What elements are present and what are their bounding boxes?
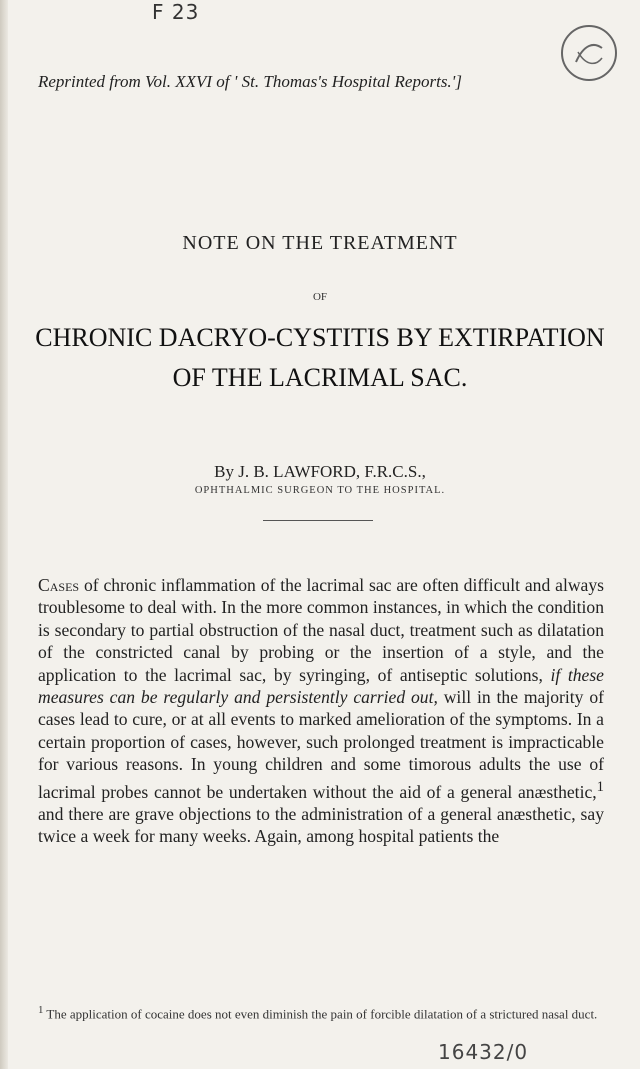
body-segment-1: of chronic inflammation of the lacrimal sac are often difficult and always troublesome to deal with. In the more common instances, in which the condition is secondary to partial obstruction of the nasal duct, treatment such as dilatation of the constricted canal by probing or the insertion of a style, and the application to the lacrimal sac, by syringing, of antiseptic solutions, [38,575,604,685]
title-main [0,318,640,398]
footnote-reference: 1 [596,778,604,795]
body-lead-word: Cases [38,575,80,595]
title-main-line1: CHRONIC DACRYO-CYSTITIS BY EXTIRPATION [35,323,605,352]
title-of: OF [312,291,328,303]
section-divider [263,520,373,521]
body-paragraph [38,574,604,848]
body-segment-3: and there are grave objections to the administration of a general anæsthetic, say twice a week for many weeks. Again, among hospital patients the [38,803,604,847]
title-main-line2: OF THE LACRIMAL SAC. [172,363,468,392]
page-spine-edge [0,0,8,1069]
title-note: NOTE ON THE TREATMENT [182,232,458,254]
body-italic-segment: if these measures can be regularly and persistently carried out, [38,664,604,708]
library-stamp-icon [558,22,620,84]
footnote [38,1003,598,1021]
author-byline: By J. B. LAWFORD, F.R.C.S., [214,462,426,481]
handwritten-accession-number: 16432/0 [438,1040,529,1064]
reprint-note: Reprinted from Vol. XXVI of ' St. Thomas's Hospital Reports.'] [38,72,462,91]
body-segment-2: will in the majority of cases lead to cure, or at all events to marked amelioration of the symptoms. In a certain proportion of cases, however, such prolonged treatment is impracticable for various reasons. In young children and some timorous adults the use of lacrimal probes cannot be undertaken without the aid of a general anæsthetic, [38,687,604,802]
handwritten-shelfmark: F 23 [152,0,200,24]
footnote-mark: 1 [38,1004,44,1016]
author-affiliation: OPHTHALMIC SURGEON TO THE HOSPITAL. [194,485,446,496]
footnote-text: The application of cocaine does not even diminish the pain of forcible dilatation of a strictured nasal duct. [43,1006,598,1022]
